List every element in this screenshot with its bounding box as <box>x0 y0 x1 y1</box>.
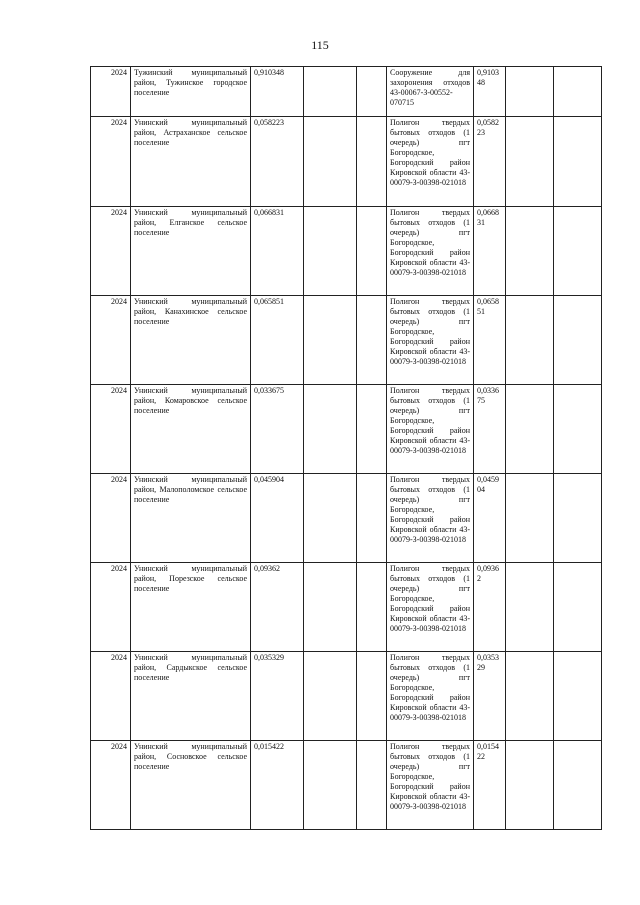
value-cell: 0,035329 <box>251 652 304 741</box>
share-cell: 0,035329 <box>474 652 506 741</box>
year-cell: 2024 <box>91 296 131 385</box>
value-cell: 0,033675 <box>251 385 304 474</box>
empty-cell <box>506 652 554 741</box>
municipality-cell: Тужинский муниципальный район, Тужинское городское поселение <box>131 67 251 117</box>
empty-cell <box>357 741 387 830</box>
waste-object-cell: Сооружение для захоронения отходов 43-00067-З-00552-070715 <box>387 67 474 117</box>
share-cell: 0,09362 <box>474 563 506 652</box>
empty-cell <box>357 652 387 741</box>
empty-cell <box>357 67 387 117</box>
table-row <box>91 563 602 652</box>
empty-cell <box>304 296 357 385</box>
value-cell: 0,910348 <box>251 67 304 117</box>
year-cell: 2024 <box>91 385 131 474</box>
share-cell: 0,058223 <box>474 117 506 207</box>
empty-cell <box>554 385 602 474</box>
year-cell: 2024 <box>91 741 131 830</box>
waste-object-cell: Полигон твердых бытовых отходов (1 очередь) пгт Богородское, Богородский район Кировской области 43-00079-З-00398-021018 <box>387 385 474 474</box>
empty-cell <box>554 207 602 296</box>
empty-cell <box>506 67 554 117</box>
table-row <box>91 474 602 563</box>
municipality-cell: Унинский муниципальный район, Канахинское сельское поселение <box>131 296 251 385</box>
municipality-cell: Унинский муниципальный район, Астраханское сельское поселение <box>131 117 251 207</box>
waste-object-cell: Полигон твердых бытовых отходов (1 очередь) пгт Богородское, Богородский район Кировской области 43-00079-З-00398-021018 <box>387 563 474 652</box>
empty-cell <box>304 563 357 652</box>
empty-cell <box>304 67 357 117</box>
share-cell: 0,910348 <box>474 67 506 117</box>
empty-cell <box>554 741 602 830</box>
value-cell: 0,045904 <box>251 474 304 563</box>
empty-cell <box>357 207 387 296</box>
empty-cell <box>506 207 554 296</box>
waste-object-cell: Полигон твердых бытовых отходов (1 очередь) пгт Богородское, Богородский район Кировской области 43-00079-З-00398-021018 <box>387 741 474 830</box>
empty-cell <box>357 117 387 207</box>
share-cell: 0,015422 <box>474 741 506 830</box>
waste-object-cell: Полигон твердых бытовых отходов (1 очередь) пгт Богородское, Богородский район Кировской области 43-00079-З-00398-021018 <box>387 207 474 296</box>
municipality-cell: Унинский муниципальный район, Сосновское сельское поселение <box>131 741 251 830</box>
waste-object-cell: Полигон твердых бытовых отходов (1 очередь) пгт Богородское, Богородский район Кировской области 43-00079-З-00398-021018 <box>387 652 474 741</box>
empty-cell <box>357 474 387 563</box>
table-row <box>91 207 602 296</box>
empty-cell <box>357 385 387 474</box>
table-row <box>91 67 602 117</box>
empty-cell <box>304 474 357 563</box>
data-table <box>90 66 602 830</box>
empty-cell <box>506 474 554 563</box>
empty-cell <box>304 385 357 474</box>
year-cell: 2024 <box>91 652 131 741</box>
municipality-cell: Унинский муниципальный район, Комаровское сельское поселение <box>131 385 251 474</box>
municipality-cell: Унинский муниципальный район, Порезское сельское поселение <box>131 563 251 652</box>
value-cell: 0,015422 <box>251 741 304 830</box>
empty-cell <box>304 652 357 741</box>
empty-cell <box>304 741 357 830</box>
empty-cell <box>554 296 602 385</box>
empty-cell <box>357 563 387 652</box>
municipality-cell: Унинский муниципальный район, Сардыкское сельское поселение <box>131 652 251 741</box>
empty-cell <box>554 67 602 117</box>
empty-cell <box>554 563 602 652</box>
municipality-cell: Унинский муниципальный район, Елганское сельское поселение <box>131 207 251 296</box>
value-cell: 0,066831 <box>251 207 304 296</box>
empty-cell <box>304 117 357 207</box>
year-cell: 2024 <box>91 67 131 117</box>
waste-object-cell: Полигон твердых бытовых отходов (1 очередь) пгт Богородское, Богородский район Кировской области 43-00079-З-00398-021018 <box>387 296 474 385</box>
empty-cell <box>554 652 602 741</box>
municipality-cell: Унинский муниципальный район, Малополомское сельское поселение <box>131 474 251 563</box>
table-row <box>91 385 602 474</box>
empty-cell <box>506 296 554 385</box>
empty-cell <box>554 474 602 563</box>
table-row <box>91 741 602 830</box>
year-cell: 2024 <box>91 117 131 207</box>
waste-object-cell: Полигон твердых бытовых отходов (1 очередь) пгт Богородское, Богородский район Кировской области 43-00079-З-00398-021018 <box>387 474 474 563</box>
value-cell: 0,065851 <box>251 296 304 385</box>
empty-cell <box>506 563 554 652</box>
share-cell: 0,066831 <box>474 207 506 296</box>
share-cell: 0,045904 <box>474 474 506 563</box>
share-cell: 0,033675 <box>474 385 506 474</box>
empty-cell <box>304 207 357 296</box>
year-cell: 2024 <box>91 207 131 296</box>
empty-cell <box>357 296 387 385</box>
empty-cell <box>506 385 554 474</box>
empty-cell <box>506 117 554 207</box>
table-row <box>91 652 602 741</box>
value-cell: 0,058223 <box>251 117 304 207</box>
waste-object-cell: Полигон твердых бытовых отходов (1 очередь) пгт Богородское, Богородский район Кировской области 43-00079-З-00398-021018 <box>387 117 474 207</box>
empty-cell <box>506 741 554 830</box>
value-cell: 0,09362 <box>251 563 304 652</box>
page-number: 115 <box>311 38 329 52</box>
year-cell: 2024 <box>91 474 131 563</box>
empty-cell <box>554 117 602 207</box>
share-cell: 0,065851 <box>474 296 506 385</box>
year-cell: 2024 <box>91 563 131 652</box>
table-row <box>91 296 602 385</box>
table-row <box>91 117 602 207</box>
